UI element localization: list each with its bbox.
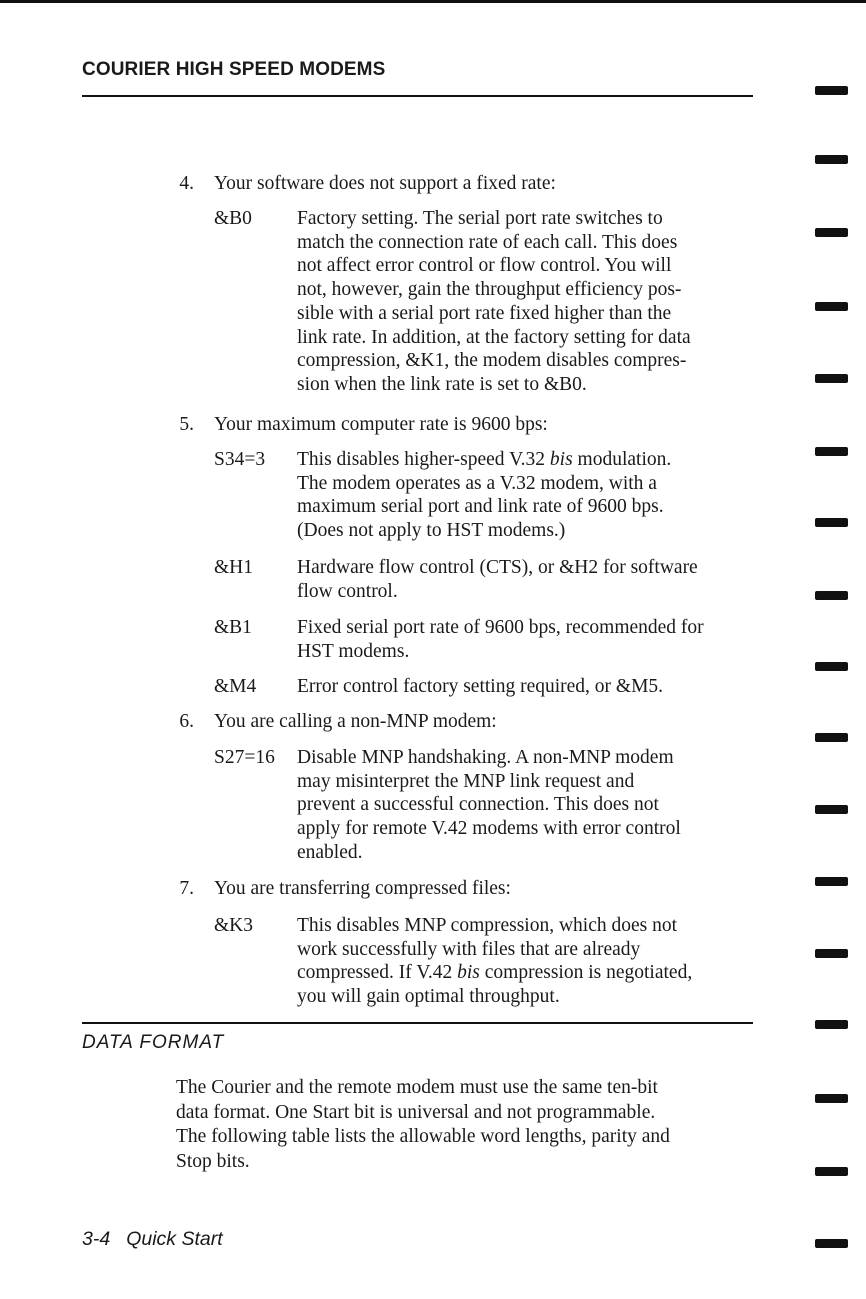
description-line: The modem operates as a V.32 modem, with a [297,472,657,494]
setting-description [297,616,767,663]
edge-mark [815,155,848,164]
item-text: Your software does not support a fixed rate: [214,173,556,194]
item-number: 6. [179,711,194,732]
setting-description [297,914,767,1009]
paragraph-line: data format. One Start bit is universal and not programmable. [176,1101,656,1123]
edge-mark [815,591,848,600]
paragraph-line: The Courier and the remote modem must use the same ten-bit [176,1077,658,1098]
edge-mark [815,518,848,527]
setting-description [297,746,767,865]
setting-description [297,556,767,603]
setting-description [297,675,767,699]
footer-label: Quick Start [126,1228,223,1250]
description-line: compression, &K1, the modem disables compres- [297,350,687,372]
item-number: 5. [179,414,194,435]
setting-code: S27=16 [214,747,275,768]
section-heading: DATA FORMAT [82,1032,225,1053]
edge-mark [815,877,848,886]
description-line: sible with a serial port rate fixed higher than the [297,302,672,324]
item-text: You are calling a non-MNP modem: [214,711,497,732]
setting-description [297,207,767,397]
description-line: Factory setting. The serial port rate switches to [297,208,663,229]
setting-code: &M4 [214,676,257,697]
description-line: This disables higher-speed V.32 bis modulation. [297,449,672,470]
edge-mark [815,1167,848,1176]
page-number: 3-4 [82,1228,111,1250]
item-number: 7. [179,878,194,899]
edge-mark [815,733,848,742]
top-rule [0,0,866,3]
description-line: Fixed serial port rate of 9600 bps, recommended for [297,617,704,638]
description-line: flow control. [297,580,398,602]
edge-mark [815,949,848,958]
edge-mark [815,662,848,671]
description-line: you will gain optimal throughput. [297,986,560,1008]
setting-code: &H1 [214,557,253,578]
description-line: Error control factory setting required, or &M5. [297,676,664,697]
description-line: link rate. In addition, at the factory setting for data [297,326,691,348]
item-text: You are transferring compressed files: [214,878,511,899]
setting-description [297,448,767,543]
running-header: COURIER HIGH SPEED MODEMS [82,59,386,80]
paragraph-line: Stop bits. [176,1150,250,1172]
edge-mark [815,302,848,311]
paragraph-line: The following table lists the allowable word lengths, parity and [176,1126,670,1147]
description-line: Hardware flow control (CTS), or &H2 for software [297,557,698,578]
edge-mark [815,228,848,237]
description-line: compressed. If V.42 bis compression is negotiated, [297,962,693,984]
edge-mark [815,1020,848,1029]
description-line: maximum serial port and link rate of 9600 bps. [297,496,664,518]
description-line: match the connection rate of each call. This does [297,231,678,253]
description-line: not, however, gain the throughput efficiency pos- [297,279,682,301]
page-footer [82,1228,223,1251]
section-rule [82,1022,753,1024]
description-line: work successfully with files that are already [297,938,641,960]
description-line: Disable MNP handshaking. A non-MNP modem [297,747,674,768]
description-line: sion when the link rate is set to &B0. [297,373,587,395]
setting-code: S34=3 [214,449,266,470]
setting-code: &B1 [214,617,252,638]
edge-mark [815,1239,848,1248]
edge-mark [815,1094,848,1103]
description-line: prevent a successful connection. This does not [297,794,659,816]
edge-mark [815,86,848,95]
description-line: may misinterpret the MNP link request and [297,770,635,792]
description-line: enabled. [297,841,363,863]
item-text: Your maximum computer rate is 9600 bps: [214,414,548,435]
description-line: HST modems. [297,640,410,662]
section-paragraph [176,1076,776,1174]
description-line: This disables MNP compression, which does not [297,915,678,936]
edge-mark [815,805,848,814]
item-number: 4. [179,173,194,194]
setting-code: &B0 [214,208,252,229]
setting-code: &K3 [214,915,253,936]
header-rule [82,95,753,97]
edge-mark [815,447,848,456]
edge-index-marks [815,0,849,1299]
edge-mark [815,374,848,383]
description-line: apply for remote V.42 modems with error control [297,818,681,840]
description-line: not affect error control or flow control. You will [297,255,672,277]
description-line: (Does not apply to HST modems.) [297,520,566,542]
